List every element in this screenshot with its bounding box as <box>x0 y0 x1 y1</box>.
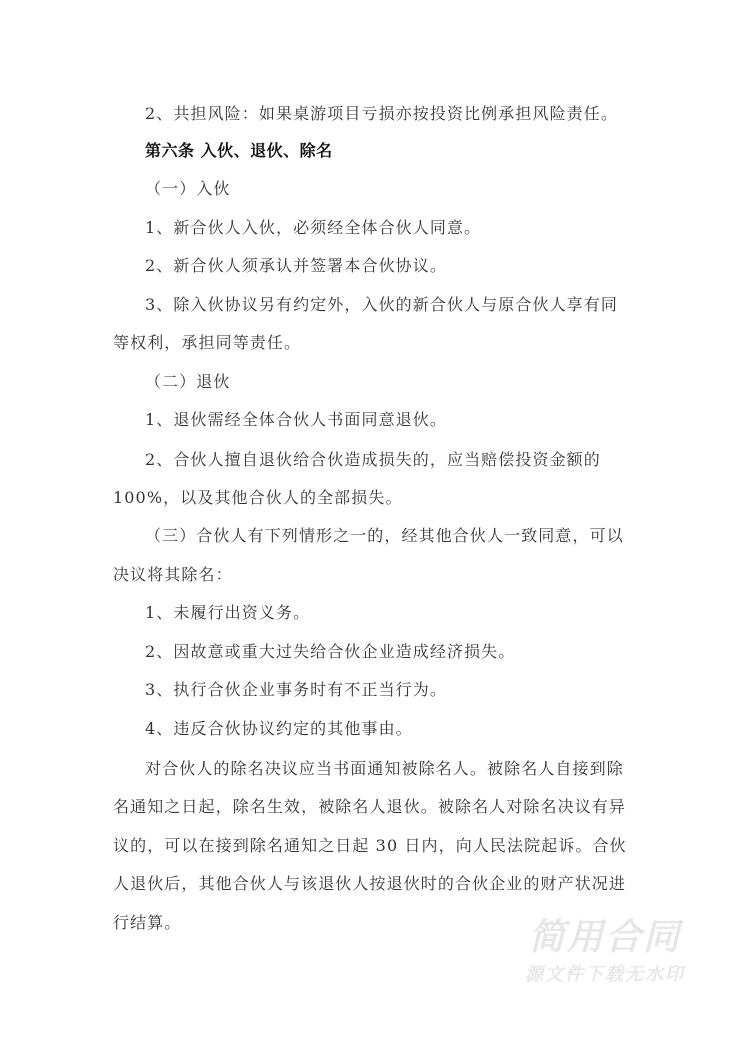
paragraph-line: （三）合伙人有下列情形之一的，经其他合伙人一致同意，可以 <box>145 526 624 545</box>
paragraph-line: 2、合伙人擅自退伙给合伙造成损失的，应当赔偿投资金额的 <box>145 450 601 469</box>
paragraph-line: 1、新合伙人入伙，必须经全体合伙人同意。 <box>145 218 482 237</box>
paragraph-line: 3、执行合伙企业事务时有不正当行为。 <box>145 680 447 699</box>
paragraph-line: 3、除入伙协议另有约定外，入伙的新合伙人与原合伙人享有同 <box>145 295 618 314</box>
paragraph-line: （一）入伙 <box>145 179 231 198</box>
paragraph-line: 1、退伙需经全体合伙人书面同意退伙。 <box>145 410 447 429</box>
watermark-logo-text: 简用合同 <box>528 917 681 958</box>
paragraph-line: 议的，可以在接到除名通知之日起 30 日内，向人民法院起诉。合伙 <box>113 836 627 855</box>
paragraph-line: 对合伙人的除名决议应当书面通知被除名人。被除名人自接到除 <box>145 759 624 778</box>
paragraph-line: 1、未履行出资义务。 <box>145 603 311 622</box>
paragraph-line: 4、违反合伙协议约定的其他事由。 <box>145 719 413 738</box>
watermark-subtext: 源文件下载无水印 <box>525 964 685 985</box>
paragraph-line: 2、共担风险：如果桌游项目亏损亦按投资比例承担风险责任。 <box>145 104 618 123</box>
paragraph-line: 名通知之日起，除名生效，被除名人退伙。被除名人对除名决议有异 <box>113 797 627 816</box>
paragraph-line: （二）退伙 <box>145 372 231 391</box>
section-heading: 第六条 入伙、退伙、除名 <box>145 141 333 160</box>
watermark <box>510 918 700 988</box>
paragraph-line: 等权利，承担同等责任。 <box>113 333 302 352</box>
paragraph-line: 2、新合伙人须承认并签署本合伙协议。 <box>145 256 447 275</box>
paragraph-line: 2、因故意或重大过失给合伙企业造成经济损失。 <box>145 642 516 661</box>
paragraph-line: 人退伙后，其他合伙人与该退伙人按退伙时的合伙企业的财产状况进 <box>113 874 627 893</box>
paragraph-line: 行结算。 <box>113 913 182 932</box>
paragraph-line: 决议将其除名： <box>113 565 233 584</box>
paragraph-line: 100%，以及其他合伙人的全部损失。 <box>113 488 403 507</box>
